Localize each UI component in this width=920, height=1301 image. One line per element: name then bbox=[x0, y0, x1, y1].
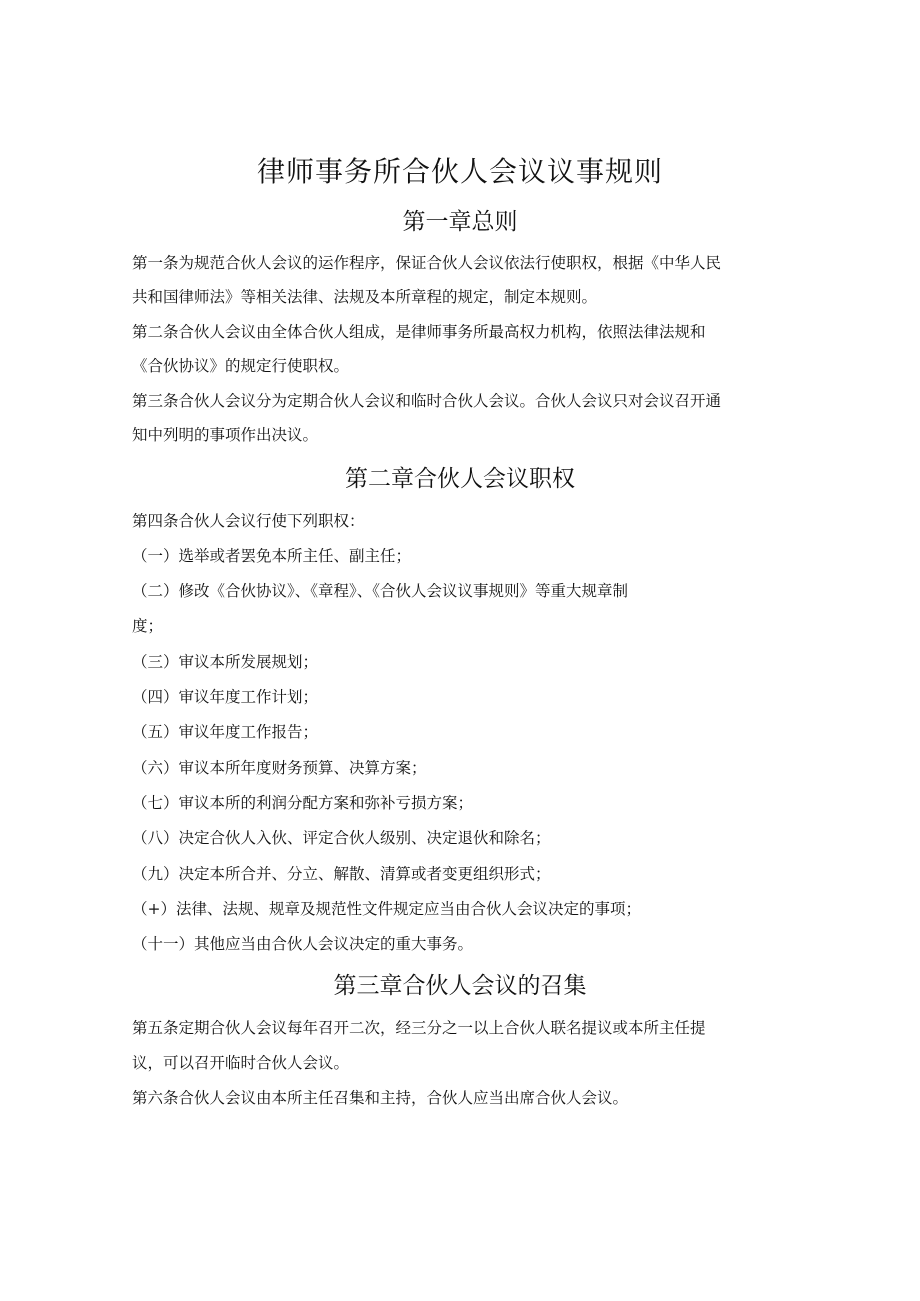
list-item-9: （九）决定本所合并、分立、解散、清算或者变更组织形式； bbox=[132, 865, 551, 883]
article-3-line-2: 知中列明的事项作出决议。 bbox=[132, 426, 319, 444]
list-item-2-line-1: （二）修改《合伙协议》、《章程》、《合伙人会议议事规则》等重大规章制 bbox=[132, 582, 629, 600]
article-5-line-1: 第五条定期合伙人会议每年召开二次，经三分之一以上合伙人联名提议或本所主任提 bbox=[132, 1019, 706, 1037]
list-item-3: （三）审议本所发展规划； bbox=[132, 653, 319, 671]
list-item-5: （五）审议年度工作报告； bbox=[132, 723, 319, 741]
list-item-10: （+）法律、法规、规章及规范性文件规定应当由合伙人会议决定的事项； bbox=[132, 900, 641, 918]
list-item-7: （七）审议本所的利润分配方案和弥补亏损方案； bbox=[132, 794, 474, 812]
article-4-line: 第四条合伙人会议行使下列职权： bbox=[132, 512, 365, 530]
article-1-line-2: 共和国律师法》等相关法律、法规及本所章程的规定，制定本规则。 bbox=[132, 288, 598, 306]
list-item-4: （四）审议年度工作计划； bbox=[132, 688, 319, 706]
chapter-3-heading: 第三章合伙人会议的召集 bbox=[333, 973, 587, 999]
document-title: 律师事务所合伙人会议议事规则 bbox=[256, 155, 663, 188]
article-3-line-1: 第三条合伙人会议分为定期合伙人会议和临时合伙人会议。合伙人会议只对会议召开通 bbox=[132, 392, 722, 410]
article-6-line: 第六条合伙人会议由本所主任召集和主持，合伙人应当出席合伙人会议。 bbox=[132, 1089, 629, 1107]
article-5-line-2: 议，可以召开临时合伙人会议。 bbox=[132, 1054, 350, 1072]
chapter-1-heading: 第一章总则 bbox=[402, 209, 518, 235]
article-1-line-1: 第一条为规范合伙人会议的运作程序，保证合伙人会议依法行使职权，根据《中华人民 bbox=[132, 254, 722, 272]
list-item-2-line-2: 度； bbox=[132, 617, 164, 635]
list-item-6: （六）审议本所年度财务预算、决算方案； bbox=[132, 759, 427, 777]
list-item-8: （八）决定合伙人入伙、评定合伙人级别、决定退伙和除名； bbox=[132, 829, 551, 847]
article-2-line-1: 第二条合伙人会议由全体合伙人组成，是律师事务所最高权力机构，依照法律法规和 bbox=[132, 323, 706, 341]
chapter-2-heading: 第二章合伙人会议职权 bbox=[345, 466, 575, 492]
article-2-line-2: 《合伙协议》的规定行使职权。 bbox=[132, 357, 350, 375]
list-item-11: （十一）其他应当由合伙人会议决定的重大事务。 bbox=[132, 935, 474, 953]
list-item-1: （一）选举或者罢免本所主任、副主任； bbox=[132, 547, 412, 565]
